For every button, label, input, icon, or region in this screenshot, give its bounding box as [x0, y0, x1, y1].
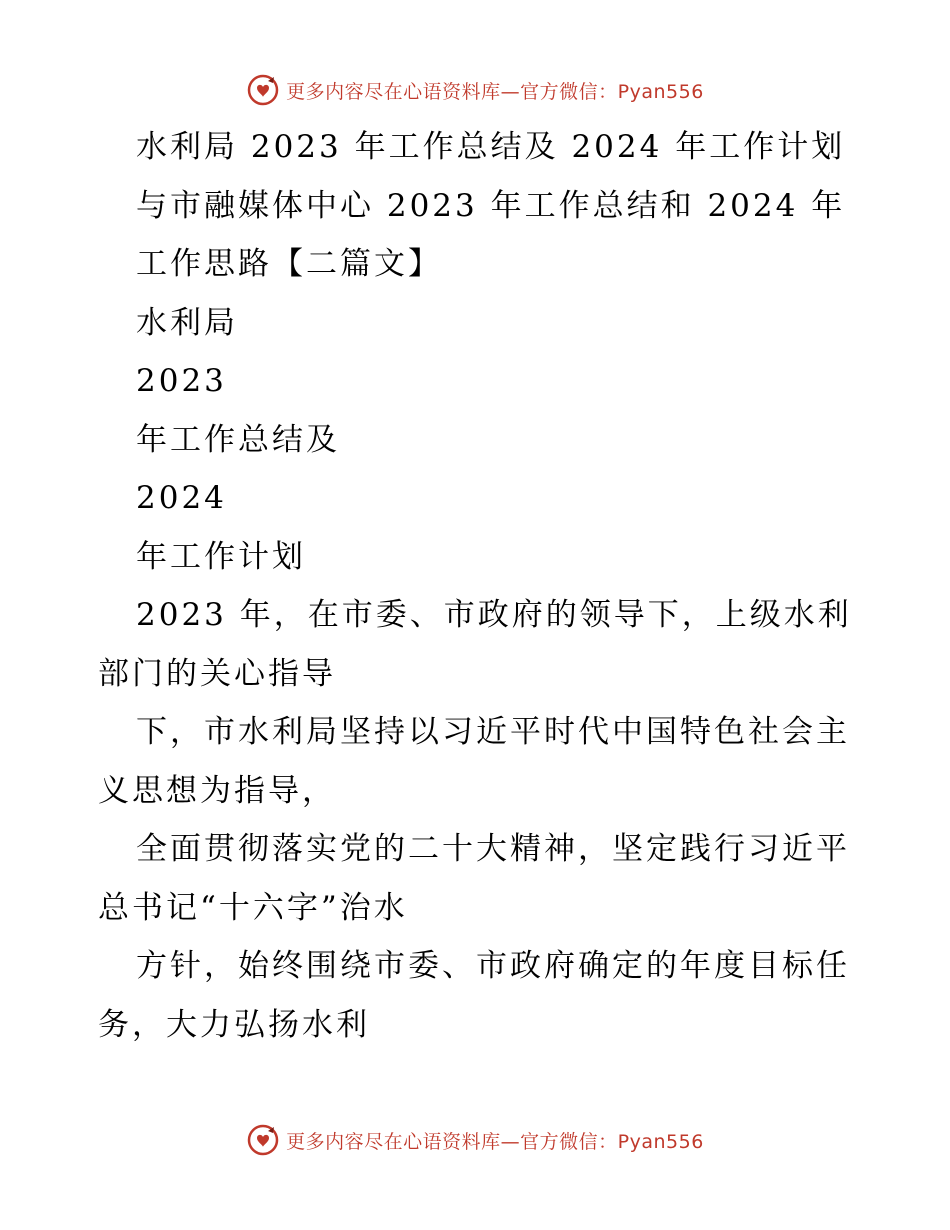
text-line: 水利局	[136, 304, 238, 341]
text-line: 全面贯彻落实党的二十大精神，坚定践行习近平	[136, 831, 850, 867]
document-body	[98, 118, 858, 1054]
text-line: 与市融媒体中心 2023 年工作总结和 2024 年	[136, 187, 846, 224]
text-line: 义思想为指导，	[98, 772, 336, 809]
heart-pen-logo-icon	[246, 73, 280, 107]
text-line: 2024	[136, 480, 227, 516]
heart-pen-logo-icon	[246, 1123, 280, 1157]
header-banner	[0, 70, 950, 110]
text-line: 总书记“十六字”治水	[98, 889, 408, 926]
text-line: 年工作总结及	[136, 421, 340, 458]
banner-text: 更多内容尽在心语资料库—官方微信：Pyan556	[286, 1130, 704, 1153]
text-line: 水利局 2023 年工作总结及 2024 年工作计划	[136, 129, 846, 165]
banner-text: 更多内容尽在心语资料库—官方微信：Pyan556	[286, 80, 704, 103]
text-line: 部门的关心指导	[98, 655, 336, 692]
text-line: 工作思路【二篇文】	[136, 246, 442, 282]
text-line: 2023	[136, 363, 227, 399]
text-line: 务，大力弘扬水利	[98, 1006, 370, 1043]
text-line: 方针，始终围绕市委、市政府确定的年度目标任	[136, 948, 850, 984]
text-line: 年工作计划	[136, 538, 306, 575]
text-line: 2023 年，在市委、市政府的领导下，上级水利	[136, 597, 852, 633]
text-line: 下，市水利局坚持以习近平时代中国特色社会主	[136, 714, 850, 750]
footer-banner	[0, 1120, 950, 1160]
